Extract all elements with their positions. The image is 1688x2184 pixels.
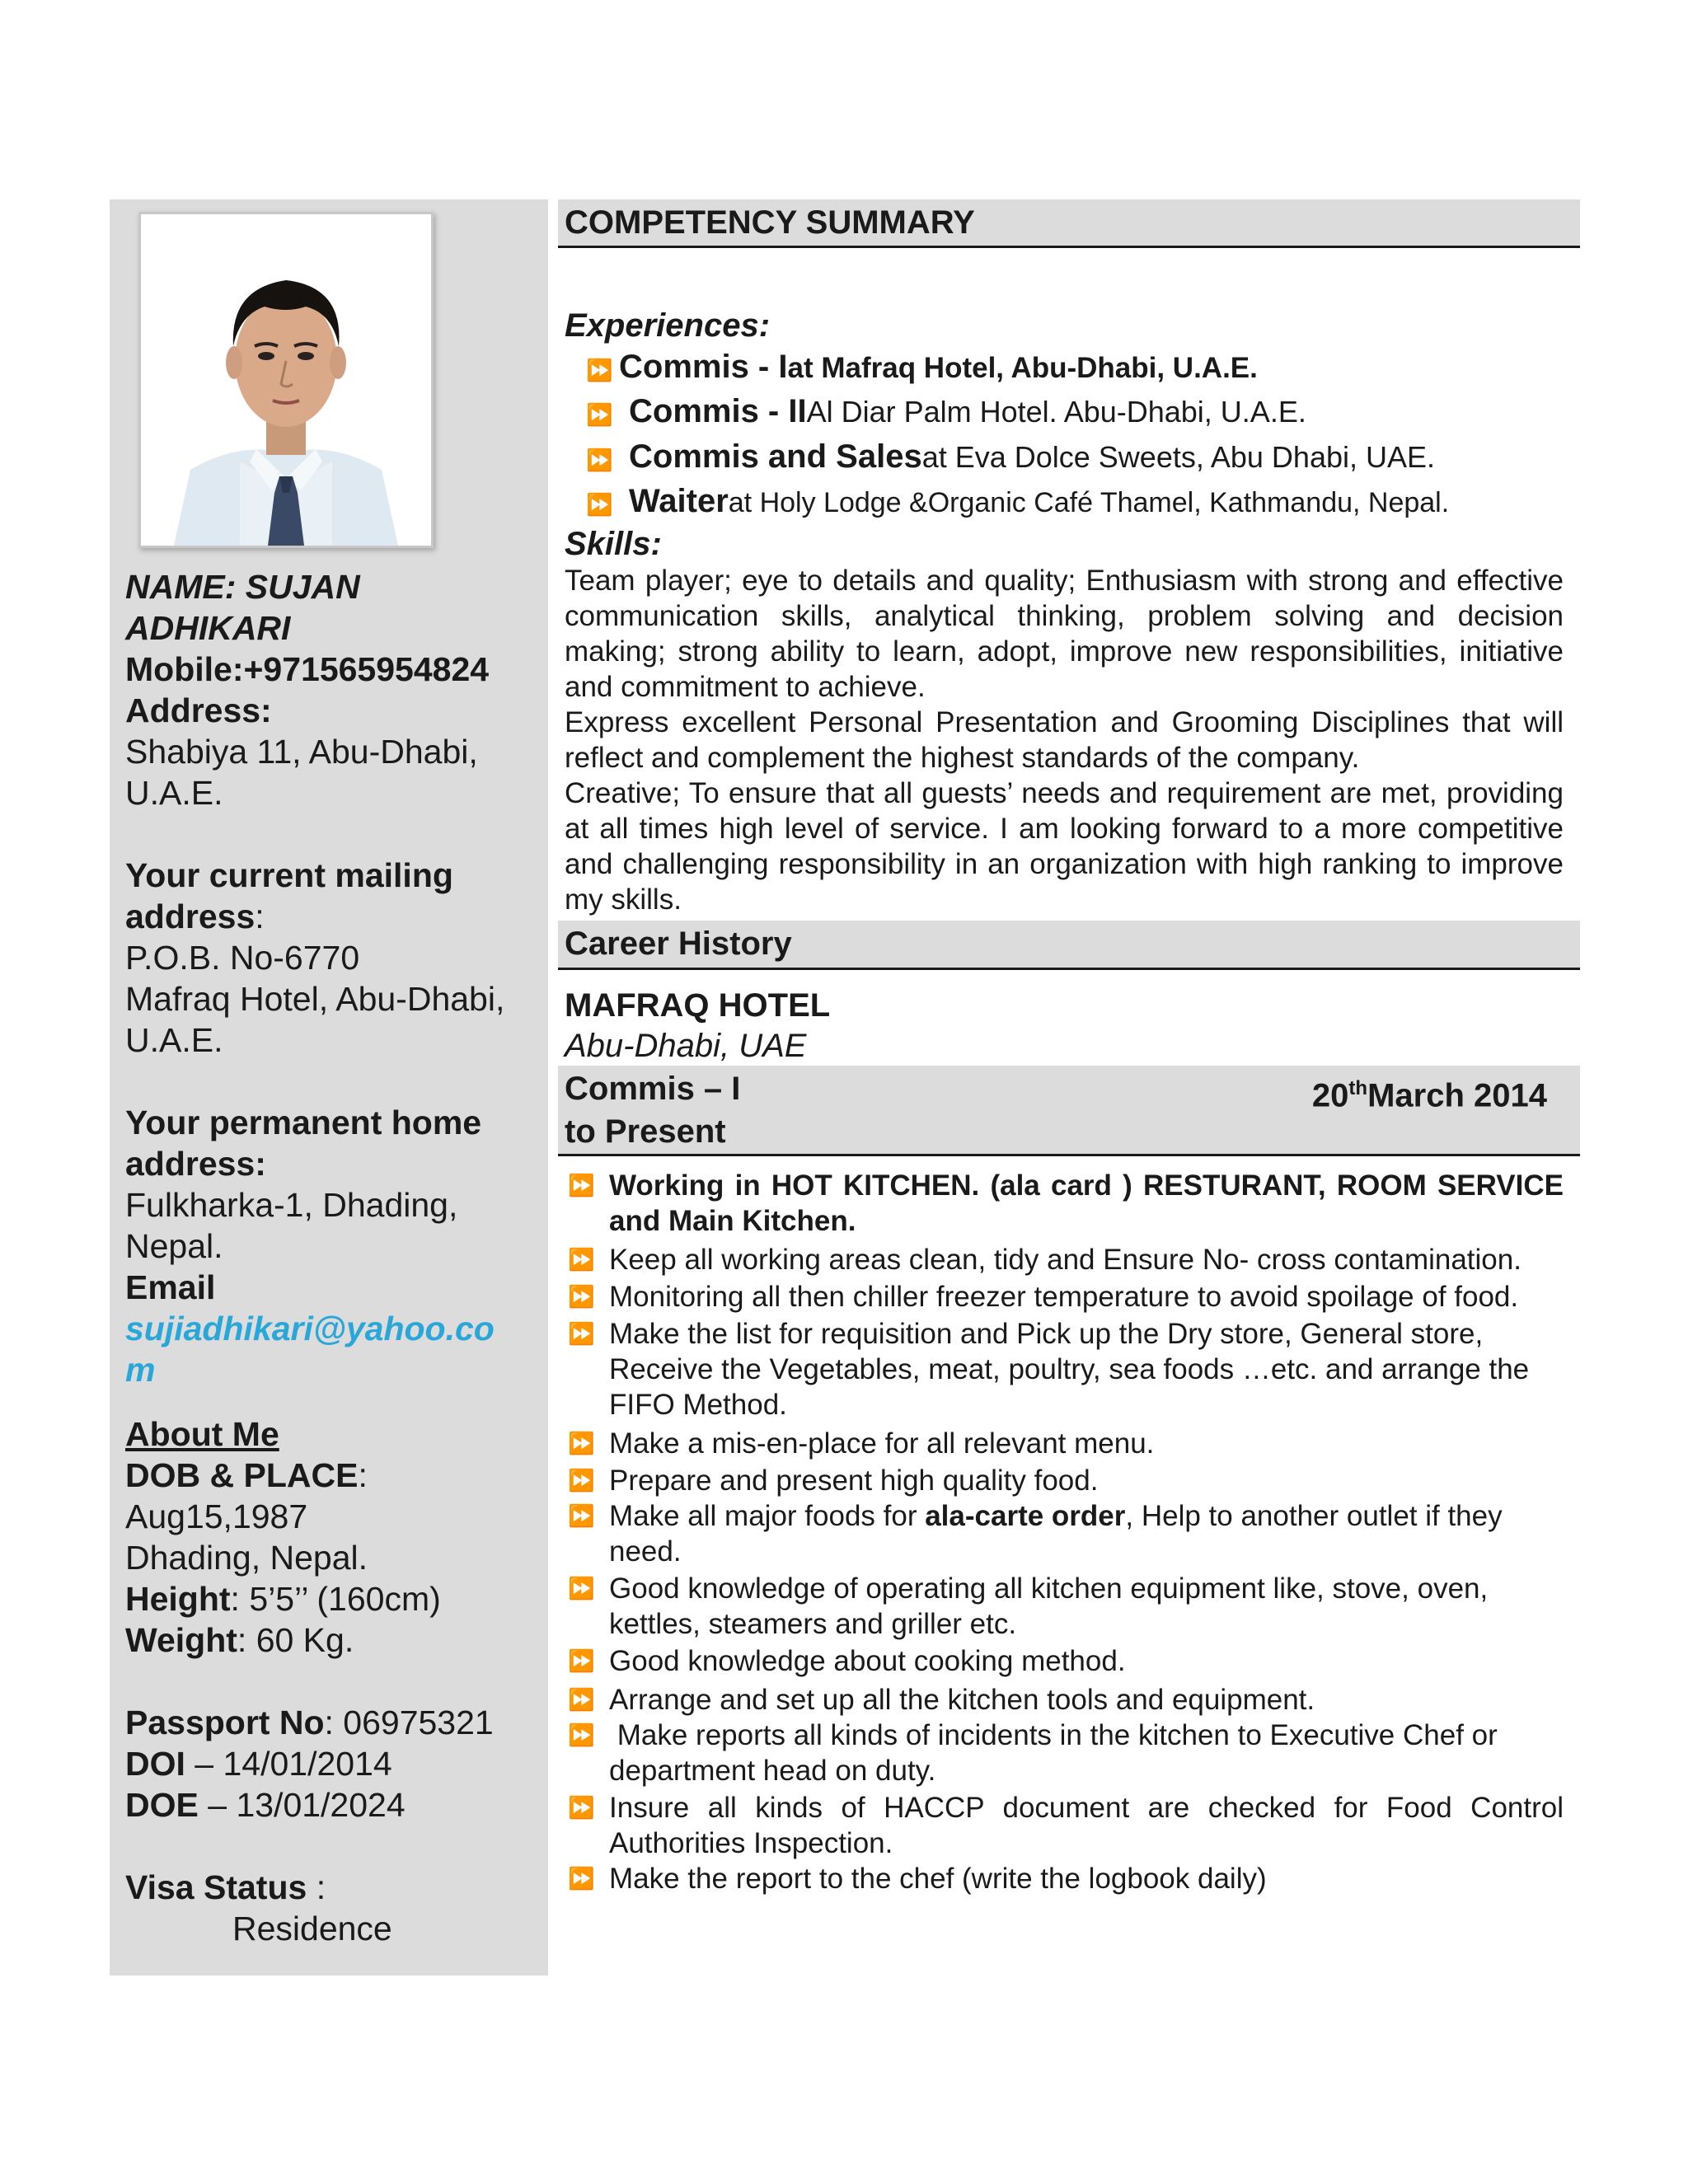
experience-role: Commis - I (619, 349, 788, 385)
duty-text-bold: ala-carte order (925, 1500, 1126, 1532)
double-arrow-icon: ⏩ (568, 1468, 595, 1493)
experience-item (586, 347, 1580, 390)
duty-item (558, 1426, 1580, 1461)
duties-list (558, 1168, 1580, 1896)
double-arrow-icon: ⏩ (586, 402, 613, 427)
visa-colon: : (307, 1868, 326, 1906)
doe-label: DOE (125, 1786, 199, 1824)
double-arrow-icon: ⏩ (568, 1173, 595, 1197)
address-line-2: U.A.E. (125, 774, 223, 812)
passport-label: Passport No (125, 1704, 325, 1741)
experience-item (586, 436, 1580, 480)
duty-item (558, 1682, 1580, 1718)
double-arrow-icon: ⏩ (586, 448, 613, 472)
career-history-heading: Career History (558, 921, 1580, 970)
permanent-line-1: Fulkharka-1, Dhading, (125, 1186, 458, 1224)
double-arrow-icon: ⏩ (568, 1503, 595, 1528)
duty-text: Make a mis-en-place for all relevant menu. (609, 1427, 1155, 1460)
double-arrow-icon: ⏩ (568, 1247, 595, 1272)
experience-item (586, 480, 1580, 525)
position-period: to Present (565, 1113, 726, 1150)
duty-item (558, 1279, 1580, 1315)
experiences-heading: Experiences: (565, 307, 771, 344)
duty-text: Prepare and present high quality food. (609, 1465, 1099, 1497)
address-line-1: Shabiya 11, Abu-Dhabi, (125, 733, 478, 771)
doe-value: – 13/01/2024 (198, 1786, 406, 1824)
name-last: ADHIKARI (125, 609, 291, 647)
email-link-line-2[interactable]: m (125, 1351, 156, 1389)
weight-value: : 60 Kg. (237, 1621, 354, 1659)
position-title: Commis – I (565, 1071, 741, 1107)
person-portrait-image (141, 214, 431, 546)
skills-paragraph: Team player; eye to details and quality; Enthusiasm with strong and effective communication skills, analytical thinking, problem solving and decision making; strong ability to learn, adopt, improve new responsibilities, initiative and commitment to achieve. (565, 565, 1564, 703)
duty-item (558, 1718, 1580, 1788)
double-arrow-icon: ⏩ (568, 1648, 595, 1673)
position-bar (558, 1066, 1580, 1156)
employer-location: Abu-Dhabi, UAE (565, 1028, 807, 1064)
date-rest: March 2014 (1367, 1077, 1547, 1114)
experience-place: at Holy Lodge &Organic Café Thamel, Kathmandu, Nepal. (728, 487, 1450, 518)
duty-text: Make reports all kinds of incidents in the kitchen to Executive Chef or department head on duty. (609, 1719, 1506, 1787)
date-suffix: th (1348, 1077, 1368, 1099)
main-content (558, 199, 1580, 1896)
experience-place: at Mafraq Hotel, Abu-Dhabi, U.A.E. (787, 352, 1258, 384)
permanent-label-2: address: (125, 1145, 266, 1183)
height-value: : 5’5’’ (160cm) (230, 1580, 441, 1618)
duty-text: Good knowledge about cooking method. (609, 1645, 1126, 1677)
dob-colon: : (358, 1456, 368, 1494)
doi-value: – 14/01/2014 (185, 1745, 392, 1783)
mobile-number: Mobile:+971565954824 (125, 650, 490, 688)
profile-photo (138, 212, 434, 548)
experience-place: at Eva Dolce Sweets, Abu Dhabi, UAE. (921, 440, 1436, 474)
duty-item (558, 1242, 1580, 1277)
duty-text: Monitoring all then chiller freezer temperature to avoid spoilage of food. (609, 1281, 1519, 1313)
double-arrow-icon: ⏩ (568, 1866, 595, 1891)
doi-label: DOI (125, 1745, 185, 1783)
mailing-line-1: P.O.B. No-6770 (125, 939, 360, 977)
experience-role: Commis - II (629, 393, 807, 429)
experience-place: Al Diar Palm Hotel. Abu-Dhabi, U.A.E. (806, 395, 1306, 429)
duty-text: Keep all working areas clean, tidy and Ensure No- cross contamination. (609, 1244, 1522, 1276)
position-start-date (1312, 1067, 1547, 1117)
duty-item (558, 1463, 1580, 1498)
double-arrow-icon: ⏩ (568, 1795, 595, 1820)
competency-summary-heading: COMPETENCY SUMMARY (558, 199, 1580, 248)
duty-text (609, 1498, 1564, 1569)
email-label: Email (125, 1268, 216, 1306)
duty-item (558, 1571, 1580, 1642)
duty-text: Working in HOT KITCHEN. (ala card ) RESTURANT, ROOM SERVICE and Main Kitchen. (609, 1169, 1564, 1237)
double-arrow-icon: ⏩ (586, 358, 613, 382)
double-arrow-icon: ⏩ (568, 1576, 595, 1601)
address-label: Address: (125, 691, 272, 729)
about-me-heading: About Me (125, 1415, 279, 1453)
email-link-line-1[interactable]: sujiadhikari@yahoo.co (125, 1310, 495, 1347)
experience-role: Commis and Sales (629, 438, 922, 475)
visa-label: Visa Status (125, 1868, 307, 1906)
passport-value: : 06975321 (324, 1704, 494, 1741)
name-label: NAME: SUJAN (125, 568, 360, 606)
skills-paragraph: Creative; To ensure that all guests’ needs and requirement are met, providing at all times high level of service. I am looking forward to a more competitive and challenging responsibility in an organization with high ranking to improve my skills. (565, 777, 1564, 916)
permanent-label-1: Your permanent home (125, 1104, 482, 1141)
dob-label: DOB & PLACE (125, 1456, 359, 1494)
double-arrow-icon: ⏩ (586, 492, 613, 517)
duty-text-part: , Help to another outlet if they need. (609, 1500, 1503, 1568)
duty-text: Good knowledge of operating all kitchen equipment like, stove, oven, kettles, steamers and griller etc. (609, 1572, 1489, 1640)
duty-text-part: Make all major foods for (609, 1500, 926, 1532)
duty-item (558, 1861, 1580, 1896)
visa-value: Residence (232, 1910, 392, 1947)
duty-item (558, 1168, 1580, 1239)
duty-item (558, 1643, 1580, 1679)
duty-item (558, 1498, 1580, 1569)
duty-text: Insure all kinds of HACCP document are checked for Food Control Authorities Inspection. (609, 1792, 1564, 1859)
duty-item (558, 1316, 1580, 1422)
experience-item (586, 390, 1580, 436)
height-label: Height (125, 1580, 231, 1618)
double-arrow-icon: ⏩ (568, 1321, 595, 1346)
duty-item (558, 1790, 1580, 1861)
double-arrow-icon: ⏩ (568, 1722, 595, 1747)
mailing-label-2: address (125, 898, 256, 935)
duty-text: Make the list for requisition and Pick up the Dry store, General store, Receive the Vegetables, meat, poultry, sea foods …etc. and arrange the FIFO Method. (609, 1318, 1530, 1421)
double-arrow-icon: ⏩ (568, 1431, 595, 1455)
experiences-list (558, 347, 1580, 525)
mailing-line-3: U.A.E. (125, 1021, 223, 1059)
double-arrow-icon: ⏩ (568, 1687, 595, 1712)
mailing-label-1: Your current mailing (125, 856, 453, 894)
date-day: 20 (1311, 1077, 1349, 1114)
experience-role: Waiter (629, 483, 729, 519)
weight-label: Weight (125, 1621, 237, 1659)
skills-heading: Skills: (565, 526, 662, 562)
mailing-line-2: Mafraq Hotel, Abu-Dhabi, (125, 980, 505, 1018)
employer-name: MAFRAQ HOTEL (565, 987, 831, 1024)
profile-sidebar (110, 199, 548, 1975)
duty-text: Arrange and set up all the kitchen tools and equipment. (609, 1684, 1315, 1716)
profile-details (125, 566, 537, 1949)
permanent-line-2: Nepal. (125, 1227, 223, 1265)
skills-paragraph: Express excellent Personal Presentation and Grooming Disciplines that will reflect and complement the highest standards of the company. (565, 706, 1564, 774)
place-value: Dhading, Nepal. (125, 1539, 368, 1577)
double-arrow-icon: ⏩ (568, 1284, 595, 1309)
mailing-colon: : (255, 898, 265, 935)
duty-text: Make the report to the chef (write the logbook daily) (609, 1863, 1267, 1895)
dob-value: Aug15,1987 (125, 1497, 308, 1535)
